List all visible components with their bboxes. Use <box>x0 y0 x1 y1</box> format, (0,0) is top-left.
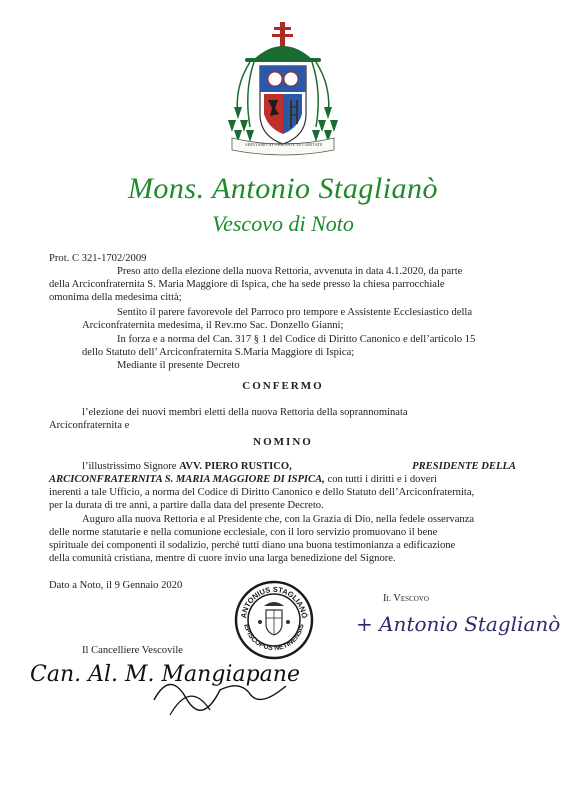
paragraph-line: Auguro alla nuova Rettoria e al Presidente che, con la Grazia di Dio, nella fedele osservanza <box>82 514 475 525</box>
appointee-name: AVV. PIERO RUSTICO, <box>179 461 292 472</box>
paragraph-line: delle norme statutarie e nella comunione ecclesiale, con il loro servizio promuovano il bene <box>49 527 438 538</box>
nomino-line-2 <box>49 473 516 486</box>
paragraph-line: spirituale dei componenti il sodalizio, perché tutti diano una buona testimonianza a edificazione <box>49 540 456 551</box>
protocol-number: Prot. C 321-1702/2009 <box>49 253 147 264</box>
chancellor-label: Il Cancelliere Vescovile <box>82 645 183 656</box>
episcopal-seal-icon <box>234 580 314 660</box>
paragraph-line: omonima della medesima città; <box>49 292 182 303</box>
signature-flourish-icon <box>150 660 290 720</box>
heading-nomino: NOMINO <box>253 436 313 448</box>
paragraph-line: Preso atto della elezione della nuova Rettoria, avvenuta in data 4.1.2020, da parte <box>117 266 463 277</box>
paragraph-line: Arciconfraternita e <box>49 420 130 431</box>
paragraph-line: per la durata di tre anni, a partire dalla data del presente Decreto. <box>49 500 324 511</box>
date-line: Dato a Noto, il 9 Gennaio 2020 <box>49 580 183 591</box>
paragraph-line: Mediante il presente Decreto <box>117 360 240 371</box>
heading-confermo: CONFERMO <box>242 380 324 392</box>
appointee-role: PRESIDENTE DELLA <box>412 461 516 472</box>
paragraph-line: l’elezione dei nuovi membri eletti della nuova Rettoria della soprannominata <box>82 407 408 418</box>
seal-bottom-text: EPISCOPUS NETINENSIS <box>242 623 306 653</box>
nomino-rights: con tutti i diritti e i doveri <box>324 474 437 485</box>
bishop-name-heading: Mons. Antonio Staglianò <box>127 172 439 205</box>
nomino-line-1 <box>82 460 516 473</box>
nomino-intro: l’illustrissimo Signore <box>82 461 180 472</box>
chancellor-signature: Can. Al. M. Mangiapane <box>30 662 300 687</box>
paragraph-line: Sentito il parere favorevole del Parroco pro tempore e Assistente Ecclesiastico della <box>117 307 473 318</box>
paragraph-line: In forza e a norma del Can. 317 § 1 del Codice di Diritto Canonico e dell’articolo 15 <box>117 334 476 345</box>
paragraph-line: dello Statuto dell’ Arciconfraternita S.Maria Maggiore di Ispica; <box>82 347 355 358</box>
bishop-title-heading: Vescovo di Noto <box>212 211 354 236</box>
paragraph-line: della comunità cristiana, mentre di cuore invio una larga benedizione del Signore. <box>49 553 396 564</box>
paragraph-line: Arciconfraternita medesima, il Rev.mo Sac. Donzello Gianni; <box>82 320 344 331</box>
bishop-label: Il Vescovo <box>383 593 429 604</box>
motto-scroll-text: SERVIAMO AT VERITATE IN CARITATE <box>245 142 323 147</box>
bishop-signature: + Antonio Staglianò <box>356 612 561 636</box>
paragraph-line: della Arciconfraternita S. Maria Maggiore di Ispica, che ha sede presso la chiesa parrocchiale <box>49 279 445 290</box>
paragraph-line: inerenti a tale Ufficio, a norma del Codice di Diritto Canonico e dello Statuto dell’Arciconfraternita, <box>49 487 475 498</box>
appointee-role-cont: ARCICONFRATERNITA S. MARIA MAGGIORE DI ISPICA, <box>49 474 325 485</box>
seal-top-text: ANTONIUS STAGLIANÒ <box>238 584 310 619</box>
